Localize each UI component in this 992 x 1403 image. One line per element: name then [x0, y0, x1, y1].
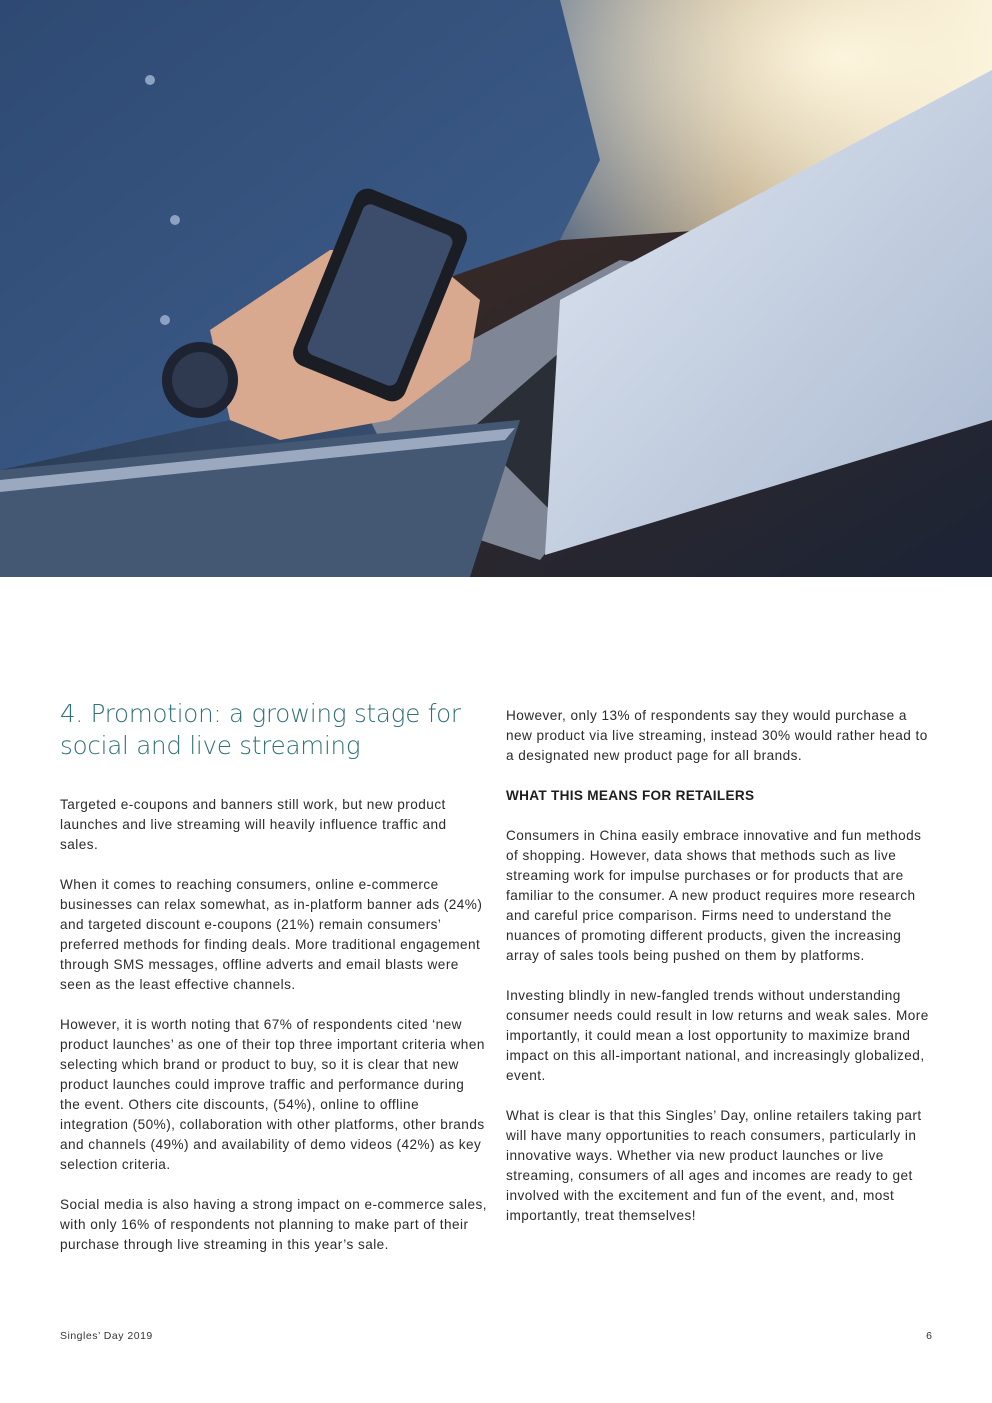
paragraph: Investing blindly in new-fangled trends without understanding consumer needs could result in low returns and weak sales. More importantly, it could mean a lost opportunity to maximize brand impact on this all-important national, and increasingly globalized, event.: [506, 988, 929, 1083]
paragraph: What is clear is that this Singles’ Day, online retailers taking part will have many opportunities to reach consumers, particularly in innovative ways. Whether via new product launches or live streaming, consumers of all ages and incomes are ready to get involved with the excitement and fun of the event, and, most importantly, treat themselves!: [506, 1108, 922, 1223]
section-heading: 4. Promotion: a growing stage for social and live streaming: [60, 699, 461, 760]
paragraph: However, only 13% of respondents say they would purchase a new product via live streaming, instead 30% would rather head to a designated new product page for all brands.: [506, 708, 928, 763]
right-column: [506, 706, 936, 1246]
paragraph: However, it is worth noting that 67% of respondents cited ‘new product launches’ as one of their top three important criteria when selecting which brand or product to buy, so it is clear that new product launches could improve traffic and performance during the event. Others cite discounts, (54%), online to offline integration (50%), collaboration with other platforms, other brands and channels (49%) and availability of demo videos (42%) as key selection criteria.: [60, 1017, 485, 1172]
paragraph: Social media is also having a strong impact on e-commerce sales, with only 16% of respondents not planning to make part of their purchase through live streaming in this year’s sale.: [60, 1197, 487, 1252]
person-phone-laptop-icon: [0, 0, 992, 577]
left-column: [60, 698, 488, 1275]
retailers-subheading: WHAT THIS MEANS FOR RETAILERS: [506, 788, 755, 803]
footer-title: Singles’ Day 2019: [60, 1330, 153, 1342]
paragraph: When it comes to reaching consumers, online e-commerce businesses can relax somewhat, as in-platform banner ads (24%) and targeted discount e-coupons (21%) remain consumers’ preferred methods for finding deals. More traditional engagement through SMS messages, offline adverts and email blasts were seen as the least effective channels.: [60, 877, 483, 992]
page-number: 6: [926, 1330, 932, 1342]
hero-photo: [0, 0, 992, 577]
paragraph: Targeted e-coupons and banners still work, but new product launches and live streaming will heavily influence traffic and sales.: [60, 797, 447, 852]
paragraph: Consumers in China easily embrace innovative and fun methods of shopping. However, data shows that methods such as live streaming work for impulse purchases or for products that are familiar to the consumer. A new product requires more research and careful price comparison. Firms need to understand the nuances of promoting different products, given the increasing array of sales tools being pushed on them by platforms.: [506, 828, 922, 963]
